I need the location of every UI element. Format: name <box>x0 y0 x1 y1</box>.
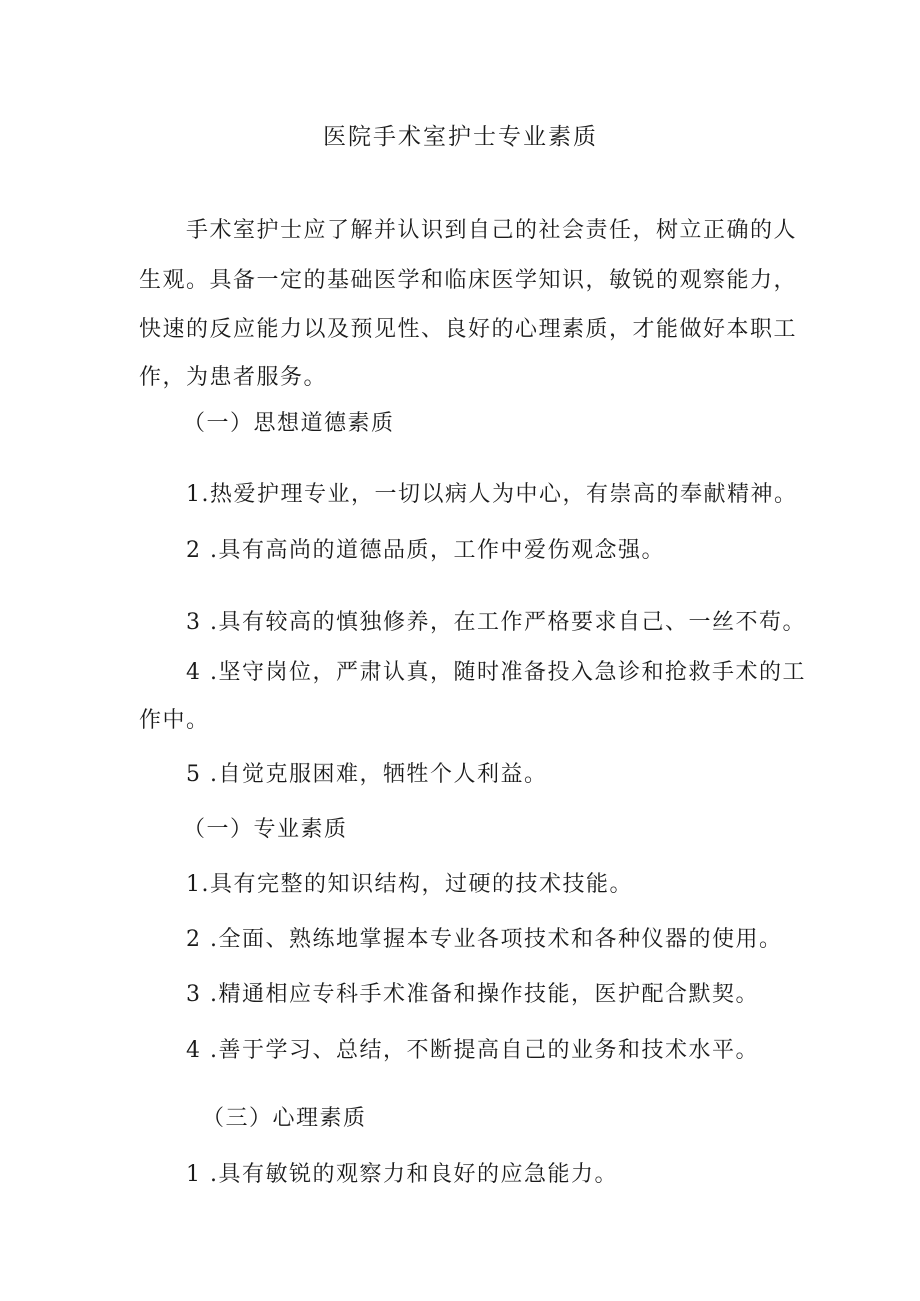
moral-item-2: 2 .具有高尚的道德品质，工作中爱伤观念强。 <box>186 538 665 563</box>
professional-item-2: 2 .全面、熟练地掌握本专业各项技术和各种仪器的使用。 <box>186 927 783 952</box>
intro-line-3: 快速的反应能力以及预见性、良好的心理素质，才能做好本职工 <box>139 317 798 342</box>
professional-item-1: 1.具有完整的知识结构，过硬的技术技能。 <box>186 872 633 897</box>
section-heading-professional: （一）专业素质 <box>183 817 348 842</box>
psych-item-1: 1 .具有敏锐的观察力和良好的应急能力。 <box>186 1162 618 1187</box>
section-heading-moral: （一）思想道德素质 <box>183 411 395 436</box>
page-title: 医院手术室护士专业素质 <box>323 124 598 150</box>
moral-item-3: 3 .具有较高的慎独修养，在工作严格要求自己、一丝不苟。 <box>186 610 806 635</box>
section-heading-psych: （三）心理素质 <box>202 1106 367 1131</box>
professional-item-3: 3 .精通相应专科手术准备和操作技能，医护配合默契。 <box>186 982 759 1007</box>
intro-line-1: 手术室护士应了解并认识到自己的社会责任，树立正确的人 <box>186 218 798 243</box>
moral-item-4-line-2: 作中。 <box>139 708 210 733</box>
professional-item-4: 4 .善于学习、总结，不断提高自己的业务和技术水平。 <box>186 1038 759 1063</box>
intro-line-4: 作，为患者服务。 <box>139 365 328 390</box>
moral-item-1: 1.热爱护理专业，一切以病人为中心，有崇高的奉献精神。 <box>186 482 798 507</box>
moral-item-4-line-1: 4 .坚守岗位，严肃认真，随时准备投入急诊和抢救手术的工 <box>186 660 806 685</box>
moral-item-5: 5 .自觉克服困难，牺牲个人利益。 <box>186 762 548 787</box>
intro-line-2: 生观。具备一定的基础医学和临床医学知识，敏锐的观察能力， <box>139 268 798 293</box>
